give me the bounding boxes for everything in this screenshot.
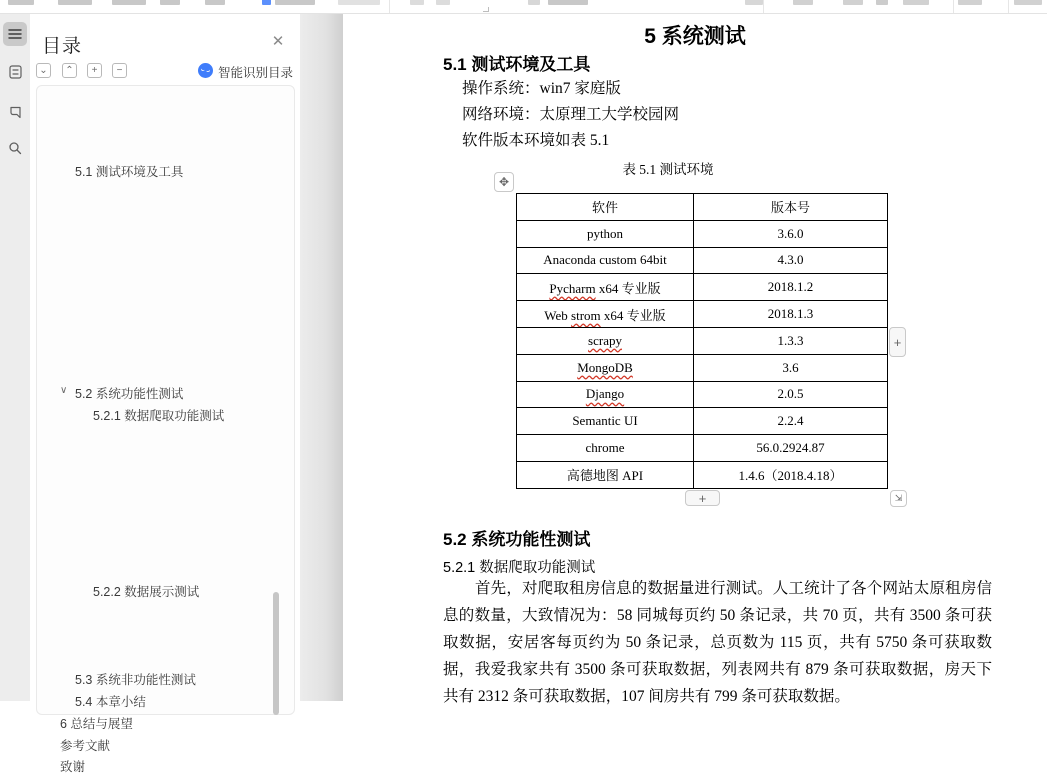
- toolbar-fragment: [528, 0, 540, 5]
- toc-item[interactable]: 参考文献: [60, 739, 111, 753]
- search-icon[interactable]: [3, 136, 27, 160]
- toolbar-separator: [389, 0, 390, 14]
- collapse-up-button[interactable]: ⌃: [62, 63, 77, 78]
- version-cell: 3.6.0: [694, 220, 888, 247]
- expand-down-button[interactable]: ⌄: [36, 63, 51, 78]
- version-cell: 3.6: [694, 354, 888, 381]
- test-environment-table: [516, 193, 888, 489]
- software-cell: Web strom x64 专业版: [517, 301, 694, 328]
- software-cell: Semantic UI: [517, 408, 694, 435]
- toc-list-icon[interactable]: [3, 22, 27, 46]
- toolbar-separator: [953, 0, 954, 14]
- table-row: [517, 354, 888, 381]
- smart-recognize-label[interactable]: 智能识别目录: [218, 66, 294, 80]
- spellcheck-wavy-text: Pycharm: [549, 280, 596, 296]
- body-line: 网络环境：太原理工大学校园网: [462, 106, 680, 123]
- toc-list: [36, 85, 295, 774]
- software-cell: Pycharm x64 专业版: [517, 274, 694, 301]
- toolbar-separator: [1008, 0, 1009, 14]
- toolbar-fragment: [548, 0, 588, 5]
- table-row: [517, 274, 888, 301]
- table-header-row: [517, 194, 888, 221]
- spellcheck-wavy-text: strom: [571, 307, 601, 323]
- software-cell: chrome: [517, 435, 694, 462]
- spellcheck-wavy-text: MongoDB: [577, 359, 633, 375]
- toolbar-fragment: [1014, 0, 1042, 5]
- version-cell: 2.2.4: [694, 408, 888, 435]
- toolbar-fragment: [436, 0, 450, 5]
- section-5-2-1-heading: 5.2.1 数据爬取功能测试: [443, 560, 596, 576]
- toc-collapse-arrow-icon[interactable]: ∨: [60, 385, 68, 396]
- top-toolbar: [0, 0, 1047, 14]
- toolbar-fragment: [903, 0, 929, 5]
- toolbar-fragment: [275, 0, 315, 5]
- toc-item[interactable]: 致谢: [60, 760, 86, 774]
- toolbar-fragment: [876, 0, 888, 5]
- body-line: 操作系统：win7 家庭版: [462, 80, 621, 97]
- toolbar-fragment: [205, 0, 225, 5]
- ai-recognize-icon[interactable]: [198, 63, 213, 78]
- toc-item[interactable]: 5.3 系统非功能性测试: [75, 673, 196, 687]
- toc-item[interactable]: 5.2.2 数据展示测试: [93, 585, 200, 599]
- version-cell: 1.3.3: [694, 327, 888, 354]
- toolbar-fragment: [8, 0, 34, 5]
- table-row: [517, 408, 888, 435]
- table-row: [517, 435, 888, 462]
- toolbar-fragment: [745, 0, 763, 5]
- toolbar-fragment: [58, 0, 92, 5]
- toc-item[interactable]: 5.2.1 数据爬取功能测试: [93, 409, 225, 423]
- toolbar-fragment: [958, 0, 982, 5]
- table-add-row-button[interactable]: +: [685, 490, 720, 506]
- chapter-title: 5 系统测试: [644, 25, 746, 48]
- toc-panel: [30, 14, 300, 774]
- table-caption: 表 5.1 测试环境: [622, 162, 714, 177]
- version-cell: 1.4.6（2018.4.18）: [694, 461, 888, 488]
- software-cell: [517, 354, 694, 381]
- expand-all-button[interactable]: +: [87, 63, 102, 78]
- toolbar-fragment: [262, 0, 271, 5]
- version-cell: 4.3.0: [694, 247, 888, 274]
- collapse-all-button[interactable]: −: [112, 63, 127, 78]
- toolbar-fragment: [843, 0, 863, 5]
- toolbar-separator: [763, 0, 764, 14]
- software-cell: python: [517, 220, 694, 247]
- table-add-column-button[interactable]: +: [889, 327, 906, 357]
- toc-item[interactable]: 6 总结与展望: [60, 717, 133, 731]
- page-notes-icon[interactable]: [3, 60, 27, 84]
- version-cell: 2018.1.3: [694, 301, 888, 328]
- toc-scrollbar[interactable]: [273, 592, 279, 715]
- bookmark-annotation-icon[interactable]: [3, 100, 27, 124]
- document-page: [343, 14, 1047, 705]
- toolbar-fragment: [338, 0, 380, 5]
- toc-item[interactable]: 5.1 测试环境及工具: [75, 165, 184, 179]
- toolbar-fragment: [793, 0, 813, 5]
- table-row: [517, 220, 888, 247]
- version-cell: 56.0.2924.87: [694, 435, 888, 462]
- spellcheck-wavy-text: Django: [585, 386, 625, 402]
- toc-item[interactable]: 5.2 系统功能性测试: [75, 387, 184, 401]
- body-line: 软件版本环境如表 5.1: [462, 132, 610, 149]
- section-5-2-heading: 5.2 系统功能性测试: [443, 530, 591, 549]
- column-header-software: 软件: [517, 194, 694, 221]
- toolbar-dropdown-corner: [483, 7, 489, 12]
- body-paragraph: 首先，对爬取租房信息的数据量进行测试。人工统计了各个网站太原租房信息的数量，大致情况为：58 同城每页约 50 条记录，共 70 页，共有 3500 条可获取数据，安居客每页约为 50 条记录，总页数为 115 页，共有 5750 条可获取数据，我爱我家共有 3500 条可获取数据，列表网共有 879 条可获取数据，房天下共有 2312 条可获取数据，107 间房共有 799 条可获取数据。: [443, 580, 992, 705]
- close-icon[interactable]: ✕: [271, 33, 285, 50]
- software-cell: [517, 327, 694, 354]
- column-header-version: 版本号: [694, 194, 888, 221]
- table-row: [517, 381, 888, 408]
- panel-page-gutter: [300, 14, 343, 701]
- table-row: [517, 327, 888, 354]
- table-row: [517, 461, 888, 488]
- toc-title: 目录: [42, 36, 83, 57]
- toolbar-fragment: [410, 0, 424, 5]
- toc-item[interactable]: 5.4 本章小结: [75, 695, 146, 709]
- version-cell: 2.0.5: [694, 381, 888, 408]
- section-5-1-heading: 5.1 测试环境及工具: [443, 55, 591, 74]
- table-move-handle[interactable]: ✥: [494, 172, 514, 192]
- software-cell: [517, 381, 694, 408]
- software-cell: Anaconda custom 64bit: [517, 247, 694, 274]
- software-cell: 高德地图 API: [517, 461, 694, 488]
- table-row: [517, 301, 888, 328]
- table-resize-handle[interactable]: ⇲: [890, 490, 907, 507]
- table-row: [517, 247, 888, 274]
- toolbar-fragment: [112, 0, 146, 5]
- spellcheck-wavy-text: scrapy: [588, 332, 622, 348]
- version-cell: 2018.1.2: [694, 274, 888, 301]
- toolbar-fragment: [160, 0, 180, 5]
- left-icon-rail: [0, 14, 30, 701]
